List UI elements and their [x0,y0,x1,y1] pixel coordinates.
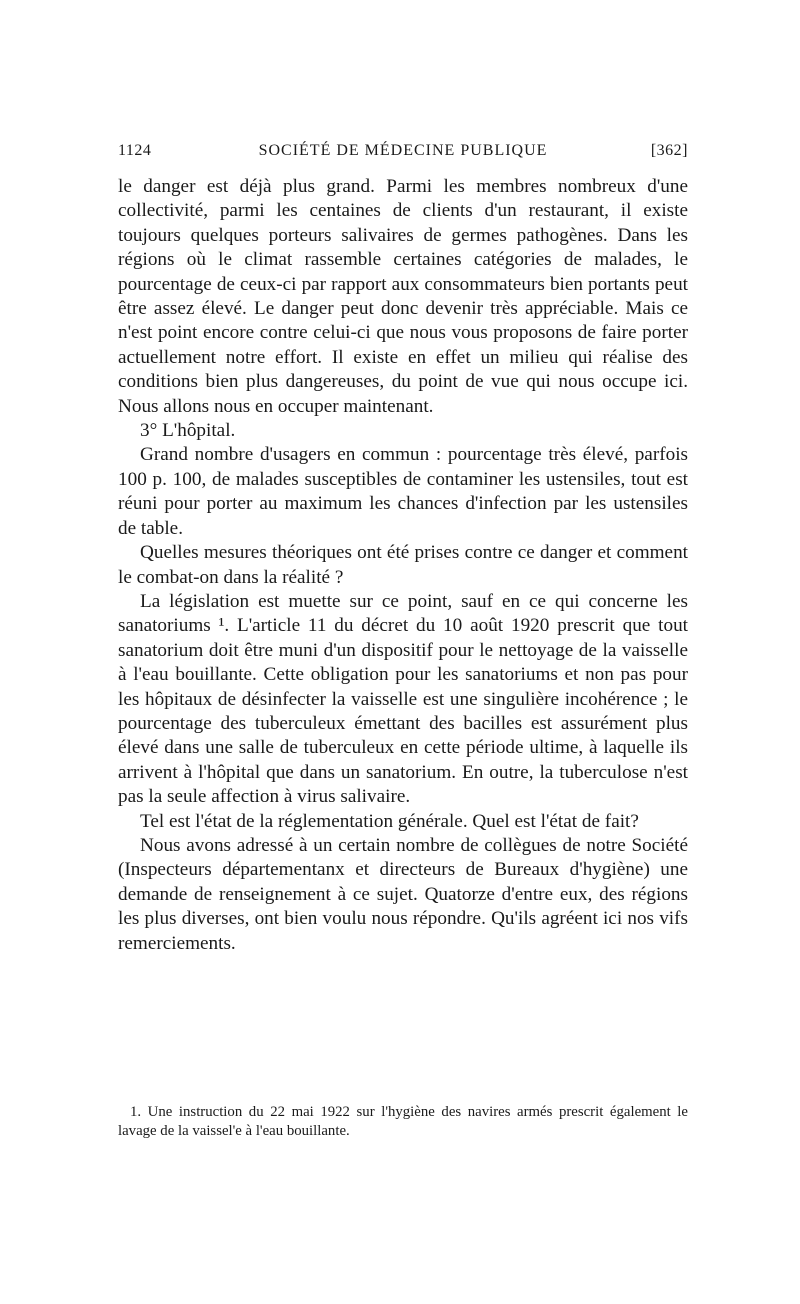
folio-number: [362] [650,142,688,159]
running-header [118,142,688,166]
body-text [118,175,688,956]
paragraph-continuation: le danger est déjà plus grand. Parmi les membres nombreux d'une collectivité, parmi les centaines de clients d'un restaurant, il existe toujours quelques porteurs salivaires de germes pathogènes. Dans les régions où le climat rassemble certaines catégories de malades, le pourcentage de ceux-ci par rapport aux consommateurs bien portants peut être assez élevé. Le danger peut donc devenir très appréciable. Mais ce n'est point encore contre celui-ci que nous vous proposons de faire porter actuellement notre effort. Il existe en effet un milieu qui réalise des conditions bien plus dangereuses, du point de vue qui nous occupe ici. Nous allons nous en occuper maintenant. [118,176,688,417]
paragraph: Grand nombre d'usagers en commun : pourcentage très élevé, parfois 100 p. 100, de malades susceptibles de contaminer les ustensiles, tout est réuni pour porter au maximum les chances d'infection par les ustensiles de table. [118,444,688,539]
footnote [118,1103,688,1141]
page-number: 1124 [118,142,152,159]
paragraph: La législation est muette sur ce point, sauf en ce qui concerne les sanatoriums ¹. L'article 11 du décret du 10 août 1920 prescrit que tout sanatorium doit être muni d'un dispositif pour le nettoyage de la vaisselle à l'eau bouillante. Cette obligation pour les sanatoriums et non pas pour les hôpitaux de désinfecter la vaisselle est une singulière incohérence ; le pourcentage des tuberculeux émettant des bacilles est assurément plus élevé dans une salle de tuberculeux en cette période ultime, à laquelle ils arrivent à l'hôpital que dans un sanatorium. En outre, la tuberculose n'est pas la seule affection à virus salivaire. [118,590,688,808]
running-title: SOCIÉTÉ DE MÉDECINE PUBLIQUE [258,142,548,159]
paragraph: Quelles mesures théoriques ont été prises contre ce danger et comment le combat-on dans la réalité ? [118,542,688,588]
paragraph: Nous avons adressé à un certain nombre de collègues de notre Société (Inspecteurs départementanx et directeurs de Bureaux d'hygiène) une demande de renseignement à ce sujet. Quatorze d'entre eux, des régions les plus diverses, ont bien voulu nous répondre. Qu'ils agréent ici nos vifs remerciements. [118,834,688,954]
section-heading-hopital: 3° L'hôpital. [140,420,236,442]
footnote-text: 1. Une instruction du 22 mai 1922 sur l'hygiène des navires armés prescrit également le lavage de la vaissel'e à l'eau bouillante. [118,1104,688,1139]
paragraph: Tel est l'état de la réglementation générale. Quel est l'état de fait? [140,810,639,832]
